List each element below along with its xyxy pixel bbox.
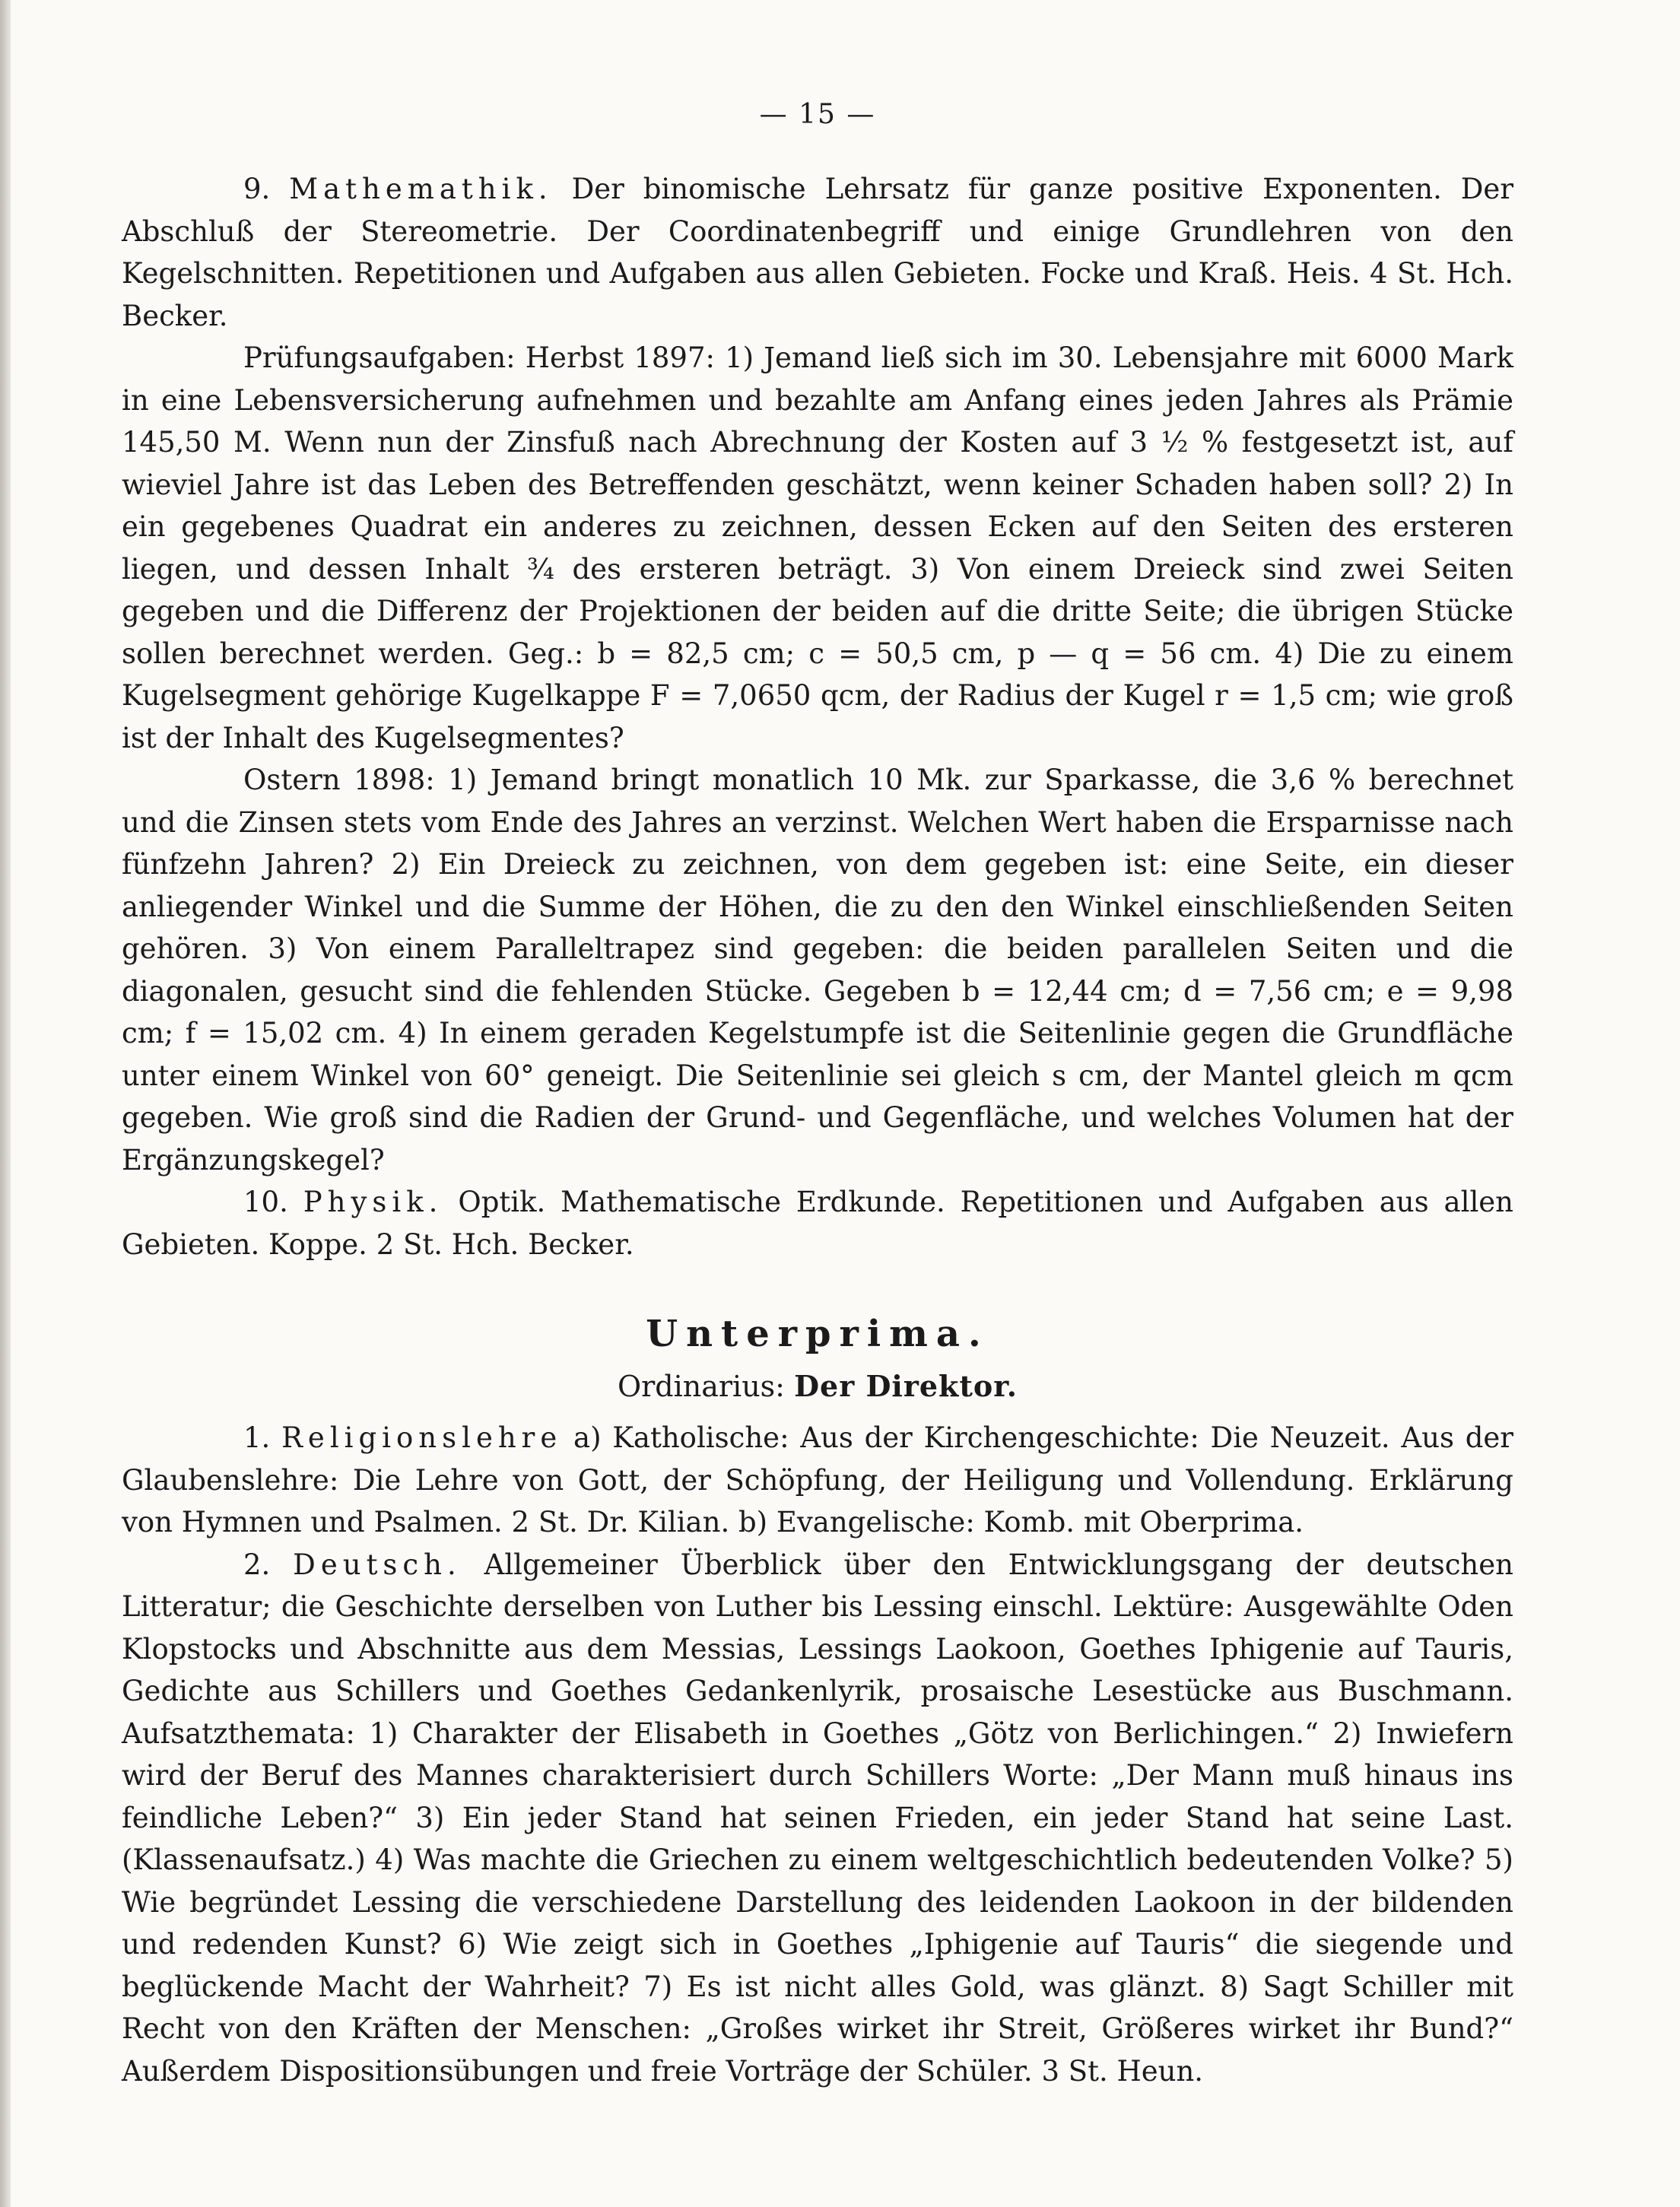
paragraph-religionslehre xyxy=(122,1417,1513,1544)
paragraph-mathematik xyxy=(122,168,1513,337)
page-edge-shadow xyxy=(0,0,11,2207)
document-page xyxy=(122,99,1513,2092)
paragraph-text: a) Katholische: Aus der Kirchengeschichte: Die Neuzeit. Aus der Glaubenslehre: Die Lehre von Gott, der Schöpfung, der Heiligung und Vollendung. Erklärung von Hymnen und Psalmen. 2 St. Dr. Kilian. b) Evangelische: Komb. mit Oberprima. xyxy=(122,1421,1513,1539)
item-number: 2. xyxy=(243,1548,271,1581)
subject-title: Religionslehre xyxy=(281,1421,563,1454)
ordinarius-line xyxy=(122,1369,1513,1403)
ordinarius-name: Der Direktor. xyxy=(794,1369,1018,1403)
paragraph-pruefungsaufgaben-herbst: Prüfungsaufgaben: Herbst 1897: 1) Jemand ließ sich im 30. Lebensjahre mit 6000 Mark in eine Lebensversicherung aufnehmen und bezahlte am Anfang eines jeden Jahres als Prämie 145,50 M. Wenn nun der Zinsfuß nach Abrechnung der Kosten auf 3 ½ % festgesetzt ist, auf wieviel Jahre ist das Leben des Betreffenden geschätzt, wenn keiner Schaden haben soll? 2) In ein gegebenes Quadrat ein anderes zu zeichnen, dessen Ecken auf den Seiten des ersteren liegen, und dessen Inhalt ¾ des ersteren beträgt. 3) Von einem Dreieck sind zwei Seiten gegeben und die Differenz der Projektionen der beiden auf die dritte Seite; die übrigen Stücke sollen berechnet werden. Geg.: b = 82,5 cm; c = 50,5 cm, p — q = 56 cm. 4) Die zu einem Kugelsegment gehörige Kugelkappe F = 7,0650 qcm, der Radius der Kugel r = 1,5 cm; wie groß ist der Inhalt des Kugelsegmentes? xyxy=(122,341,1513,754)
subject-title: Deutsch. xyxy=(293,1548,462,1581)
section-heading: Unterprima. xyxy=(646,1313,989,1355)
page-number: — 15 — xyxy=(759,99,876,130)
paragraph-deutsch xyxy=(122,1544,1513,2093)
paragraph-physik xyxy=(122,1181,1513,1265)
paragraph-text: Allgemeiner Überblick über den Entwicklungsgang der deutschen Litteratur; die Geschichte derselben von Luther bis Lessing einschl. Lektüre: Ausgewählte Oden Klopstocks und Abschnitte aus dem Messias, Lessings Laokoon, Goethes Iphigenie auf Tauris, Gedichte aus Schillers und Goethes Gedankenlyrik, prosaische Lesestücke aus Buschmann. Aufsatzthemata: 1) Charakter der Elisabeth in Goethes „Götz von Berlichingen.“ 2) Inwiefern wird der Beruf des Mannes charakterisiert durch Schillers Worte: „Der Mann muß hinaus ins feindliche Leben?“ 3) Ein jeder Stand hat seinen Frieden, ein jeder Stand hat seine Last. (Klassenaufsatz.) 4) Was machte die Griechen zu einem weltgeschichtlich bedeutenden Volke? 5) Wie begründet Lessing die verschiedene Darstellung des leidenden Laokoon in der bildenden und redenden Kunst? 6) Wie zeigt sich in Goethes „Iphigenie auf Tauris“ die siegende und beglückende Macht der Wahrheit? 7) Es ist nicht alles Gold, was glänzt. 8) Sagt Schiller mit Recht von den Kräften der Menschen: „Großes wirket ihr Streit, Größeres wirket ihr Bund?“ Außerdem Dispositionsübungen und freie Vorträge der Schüler. 3 St. Heun. xyxy=(122,1548,1513,2088)
subject-title: Mathemathik. xyxy=(289,173,553,205)
section-mathematik xyxy=(122,168,1513,1265)
section-unterprima xyxy=(122,1313,1513,2092)
ordinarius-label: Ordinarius: xyxy=(617,1370,785,1403)
paragraph-text: Der binomische Lehrsatz für ganze positive Exponenten. Der Abschluß der Stereometrie. Der Coordinatenbegriff und einige Grundlehren von den Kegelschnitten. Repetitionen und Aufgaben aus allen Gebieten. Focke und Kraß. Heis. 4 St. Hch. Becker. xyxy=(122,173,1514,332)
paragraph-pruefungsaufgaben-ostern: Ostern 1898: 1) Jemand bringt monatlich 10 Mk. zur Sparkasse, die 3,6 % berechnet und die Zinsen stets vom Ende des Jahres an verzinst. Welchen Wert haben die Ersparnisse nach fünfzehn Jahren? 2) Ein Dreieck zu zeichnen, von dem gegeben ist: eine Seite, ein dieser anliegender Winkel und die Summe der Höhen, die zu den den Winkel einschließenden Seiten gehören. 3) Von einem Paralleltrapez sind gegeben: die beiden parallelen Seiten und die diagonalen, gesucht sind die fehlenden Stücke. Gegeben b = 12,44 cm; d = 7,56 cm; e = 9,98 cm; f = 15,02 cm. 4) In einem geraden Kegelstumpfe ist die Seitenlinie gegen die Grundfläche unter einem Winkel von 60° geneigt. Die Seitenlinie sei gleich s cm, der Mantel gleich m qcm gegeben. Wie groß sind die Radien der Grund- und Gegenfläche, und welches Volumen hat der Ergänzungskegel? xyxy=(122,764,1513,1177)
item-number: 9. xyxy=(243,173,271,205)
subject-title: Physik. xyxy=(303,1186,443,1218)
item-number: 10. xyxy=(243,1186,288,1218)
item-number: 1. xyxy=(243,1421,271,1454)
paragraph-text: Optik. Mathematische Erdkunde. Repetitionen und Aufgaben aus allen Gebieten. Koppe. 2 St. Hch. Becker. xyxy=(122,1186,1514,1261)
